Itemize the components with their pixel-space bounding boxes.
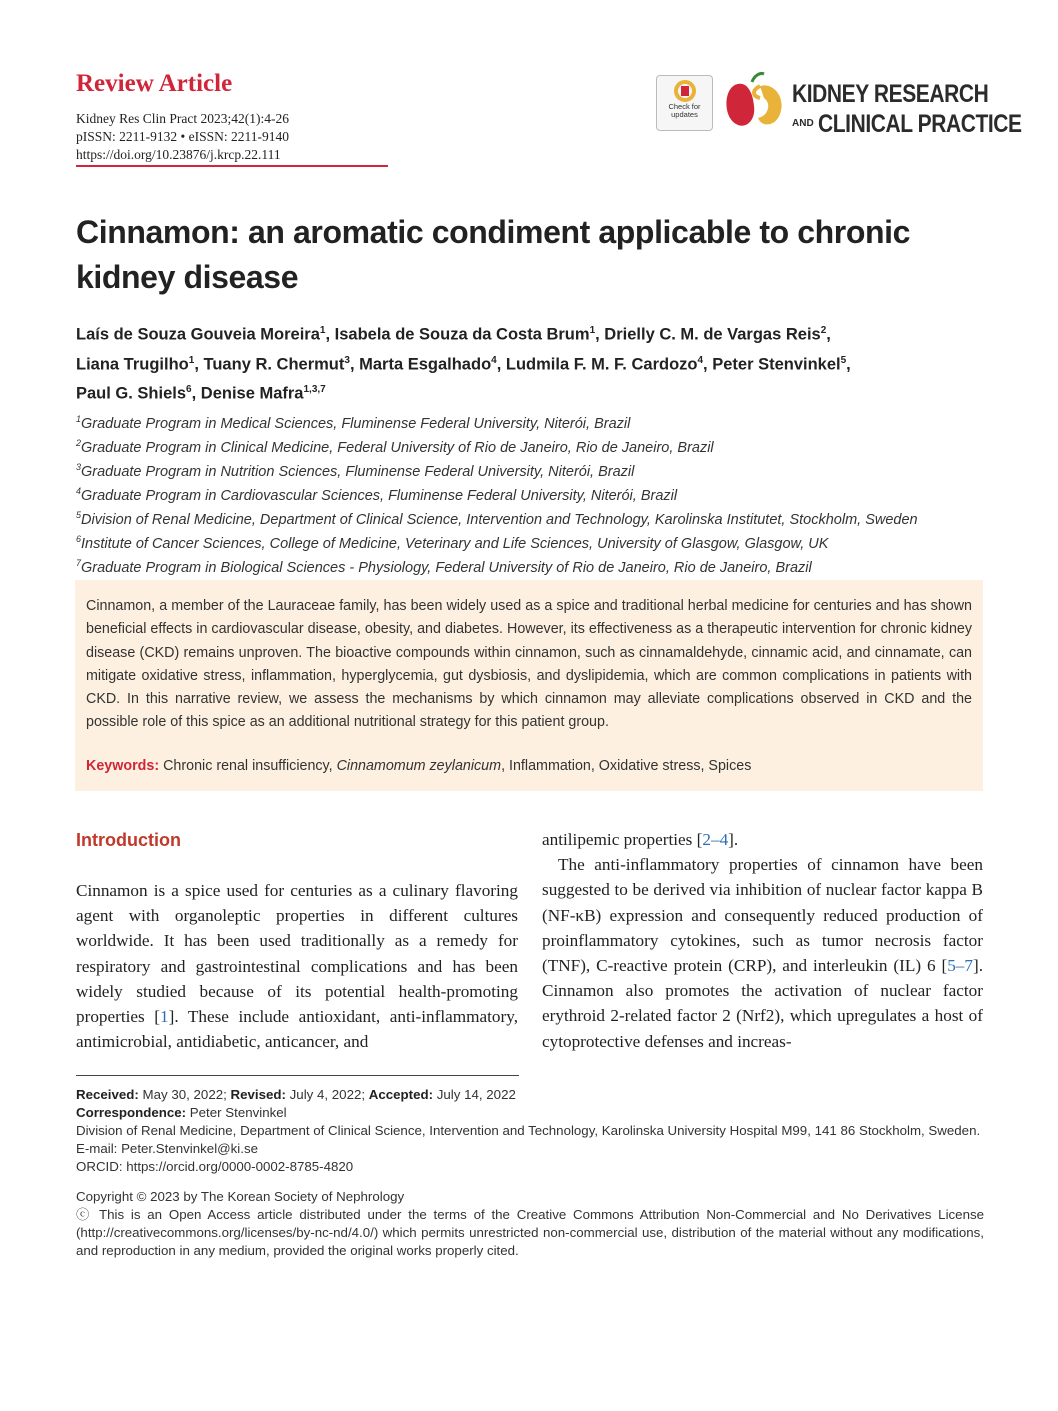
section-heading-introduction: Introduction (76, 830, 181, 850)
accepted-date: July 14, 2022 (436, 1087, 516, 1102)
accepted-label: Accepted: (368, 1087, 434, 1102)
affiliation-text: Graduate Program in Biological Sciences - Physiology, Federal University of Rio de Janeiro, Rio de Janeiro, Brazil (81, 560, 812, 577)
citation: Kidney Res Clin Pract 2023;42(1):4-26 (76, 111, 289, 126)
author-affiliation-mark: 4 (491, 354, 497, 366)
footer-divider (76, 1075, 519, 1076)
check-for-updates-badge[interactable] (656, 75, 713, 131)
abstract-text: Cinnamon, a member of the Lauraceae family, has been widely used as a spice and traditional herbal medicine for centuries and has shown beneficial effects in cardiovascular disease, obesity, and diabetes. However, its effectiveness as a therapeutic intervention for chronic kidney disease (CKD) remains unproven. The bioactive compounds within cinnamon, such as cinnamaldehyde, cinnamic acid, and cinnamate, can mitigate oxidative stress, inflammation, hyperglycemia, gut dysbiosis, and dyslipidemia, which are common complications in patients with CKD. In this narrative review, we assess the mechanisms by which cinnamon may alleviate complications observed in CKD and the possible role of this spice as an additional nutritional strategy for this patient group. (86, 598, 972, 731)
author-name: Ludmila F. M. F. Cardozo (505, 355, 698, 373)
reference-link[interactable]: 1 (160, 1007, 169, 1027)
affiliation-item (76, 530, 1016, 554)
affiliation-item (76, 554, 1016, 578)
correspondence-address: Division of Renal Medicine, Department of Clinical Science, Intervention and Technology, Karolinska University Hospital M99, 141 86 Stockholm, Sweden. E-mail: Peter.Stenvinkel@ki.se (76, 1123, 981, 1156)
keywords-italic: Cinnamomum zeylanicum (336, 758, 502, 774)
correspondence-label: Correspondence: (76, 1105, 187, 1120)
author-name: Liana Trugilho (76, 355, 189, 373)
check-updates-label: Check for updates (668, 102, 701, 119)
received-date: May 30, 2022; (142, 1087, 227, 1102)
check-updates-icon (674, 80, 696, 102)
body-text: The anti-inflammatory properties of cinnamon have been suggested to be derived via inhibition of nuclear factor kappa B (NF-κB) expression and consequently reduced production of proinflammatory cytokines, such as tumor necrosis factor (TNF), C-reactive protein (CRP), and interleukin (IL) 6 (542, 855, 983, 976)
affiliation-item (76, 410, 1016, 434)
copyright-notice: Copyright © 2023 by The Korean Society of Nephrology (76, 1189, 405, 1204)
doi-link[interactable]: https://doi.org/10.23876/j.krcp.22.111 (76, 147, 281, 162)
affiliation-text: Graduate Program in Clinical Medicine, Federal University of Rio de Janeiro, Rio de Janeiro, Brazil (81, 439, 714, 456)
body-text: . These include antioxidant, anti-inflammatory, antimicrobial, antidiabetic, anticancer, and (76, 1007, 518, 1052)
revised-date: July 4, 2022; (289, 1087, 366, 1102)
body-text: . (733, 830, 739, 849)
correspondence-block (76, 1104, 984, 1176)
body-column-right: antilipemic properties [2–4]. The anti-inflammatory properties of cinnamon have been suggested to be derived via inhibition of nuclear factor kappa B (NF-κB) expression and consequently reduced production of proinflammatory cytokines, such as tumor necrosis factor (TNF), C-reactive protein (CRP), and interleukin (IL) 6 [5–7]. Cinnamon also promotes the activation of nuclear factor erythroid 2-related factor 2 (Nrf2), which upregulates a host of cytoprotective defenses and increas- (542, 830, 983, 1051)
affiliation-item (76, 434, 1016, 458)
affiliation-item (76, 482, 1016, 506)
received-label: Received: (76, 1087, 139, 1102)
author-name: Isabela de Souza da Costa Brum (334, 325, 590, 344)
affiliation-number: 5 (76, 510, 82, 521)
author-name: Drielly C. M. de Vargas Reis (604, 325, 821, 344)
affiliation-item (76, 506, 1016, 530)
author-name: Laís de Souza Gouveia Moreira (76, 325, 320, 344)
reference-link[interactable]: 5–7 (947, 956, 973, 976)
keywords-label: Keywords: (86, 758, 160, 774)
affiliation-number: 7 (76, 558, 82, 569)
affiliation-text: Division of Renal Medicine, Department of Clinical Science, Intervention and Technology, Karolinska Institutet, Stockholm, Sweden (81, 511, 918, 528)
header-divider (76, 165, 388, 167)
cc-license-icon: ⓒ (76, 1207, 93, 1222)
author-affiliation-mark: 5 (840, 354, 847, 366)
author-affiliation-mark: 4 (697, 354, 704, 366)
journal-name-line2: CLINICAL PRACTICE (818, 110, 1022, 138)
keywords-text-1: Chronic renal insufficiency, (163, 758, 337, 774)
affiliation-text: Graduate Program in Cardiovascular Sciences, Fluminense Federal University, Niterói, Brazil (81, 487, 678, 504)
affiliation-text: Graduate Program in Medical Sciences, Fluminense Federal University, Niterói, Brazil (81, 415, 631, 432)
author-name: Denise Mafra (200, 384, 304, 403)
author-affiliation-mark: 3 (344, 354, 350, 366)
affiliation-text: Institute of Cancer Sciences, College of Medicine, Veterinary and Life Sciences, University of Glasgow, Glasgow, UK (81, 535, 829, 552)
affiliation-number: 3 (76, 462, 82, 473)
author-affiliation-mark: 2 (820, 325, 827, 336)
article-type: Review Article (76, 70, 233, 97)
body-text: antilipemic properties (542, 830, 697, 849)
copyright-block (76, 1188, 984, 1260)
affiliation-number: 1 (76, 414, 82, 424)
author-affiliation-mark: 1 (319, 325, 326, 336)
reference-link[interactable]: 2–4 (702, 830, 729, 849)
affiliation-number: 4 (76, 486, 82, 497)
body-column-left: Cinnamon is a spice used for centuries as a culinary flavoring agent with organoleptic properties in different cultures worldwide. It has been used traditionally as a remedy for respiratory and gastrointestinal complications and has been widely studied because of its potential health-promoting properties [1]. These include antioxidant, anti-inflammatory, antimicrobial, antidiabetic, anticancer, and (76, 881, 518, 1052)
author-name: Peter Stenvinkel (712, 355, 841, 373)
article-title: Cinnamon: an aromatic condiment applicable to chronic kidney disease (76, 214, 911, 295)
issn: pISSN: 2211-9132 • eISSN: 2211-9140 (76, 129, 289, 144)
affiliation-number: 2 (76, 438, 82, 449)
author-name: Marta Esgalhado (359, 355, 492, 373)
revised-label: Revised: (230, 1087, 286, 1102)
journal-name-and: AND (792, 118, 814, 129)
article-dates (76, 1086, 996, 1104)
affiliation-number: 6 (76, 534, 82, 545)
body-text: Cinnamon is a spice used for centuries as a culinary flavoring agent with organoleptic properties in different cultures worldwide. It has been used traditionally as a remedy for respiratory and gastrointestinal complications and has been widely studied because of its potential health-promoting properties (76, 881, 518, 1027)
body-text: . Cinnamon also promotes the activation of nuclear factor erythroid 2-related factor 2 (Nrf2), which upregulates a host of cytoprotective defenses and increas- (542, 956, 983, 1051)
author-name: Tuany R. Chermut (203, 355, 345, 373)
author-affiliation-mark: 1,3,7 (303, 384, 326, 395)
author-affiliation-mark: 1 (188, 354, 195, 366)
keywords (86, 758, 972, 774)
correspondence-name: Peter Stenvinkel (189, 1105, 287, 1120)
affiliation-text: Graduate Program in Nutrition Sciences, Fluminense Federal University, Niterói, Brazil (81, 463, 635, 480)
author-affiliation-mark: 6 (186, 384, 192, 395)
orcid-link[interactable]: ORCID: https://orcid.org/0000-0002-8785-4820 (76, 1159, 354, 1174)
affiliation-item (76, 458, 1016, 482)
author-affiliation-mark: 1 (589, 325, 596, 336)
author-name: Paul G. Shiels (76, 384, 187, 403)
journal-name-line1: KIDNEY RESEARCH (792, 80, 989, 108)
author-list: Laís de Souza Gouveia Moreira$^1$, Isabela de Souza da Costa Brum$^1$, Drielly C. M. de Vargas Reis$^2$, Liana Trugilho$^1$, Tuany R. Chermut$^3$, Marta Esgalhado$^4$, Ludmila F. M. F. Cardozo$^4$, Peter Stenvinkel$^5$, Paul G. Shiels$^6$, Denise Mafra$^{1,3,7}$ (76, 325, 851, 403)
keywords-text-2: , Inflammation, Oxidative stress, Spices (501, 758, 752, 774)
affiliation-list (76, 410, 1016, 578)
license-text: This is an Open Access article distributed under the terms of the Creative Commons Attribution Non-Commercial and No Derivatives License (http://creativecommons.org/licenses/by-nc-nd/4.0/) which permits unrestricted non-commercial use, distribution of the material without any modifications, and reproduction in any medium, provided the original works properly cited. (76, 1207, 985, 1258)
